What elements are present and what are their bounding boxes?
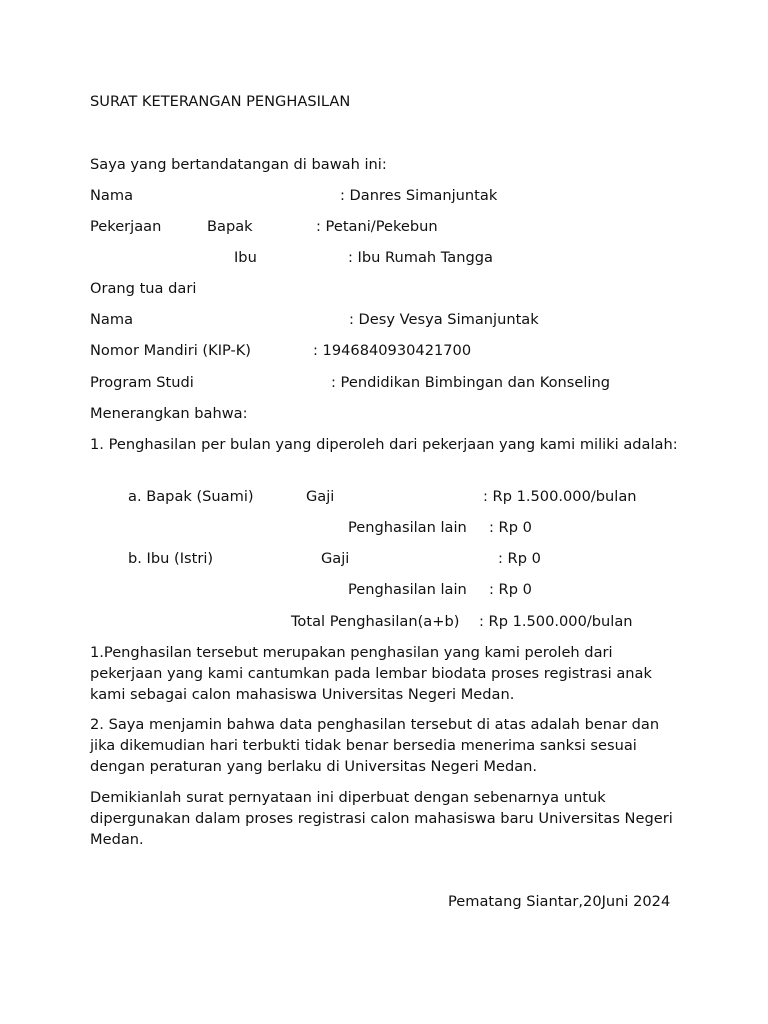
total-income-label: Total Penghasilan(a+b) xyxy=(291,613,460,630)
parent-name-value: : Danres Simanjuntak xyxy=(340,187,498,204)
father-income-label: a. Bapak (Suami) xyxy=(128,488,254,505)
father-other-value: : Rp 0 xyxy=(489,519,532,536)
father-salary-label: Gaji xyxy=(306,488,335,505)
mother-job-value: : Ibu Rumah Tangga xyxy=(348,249,493,266)
father-job-label: Bapak xyxy=(207,218,253,235)
mother-salary-label: Gaji xyxy=(321,550,350,567)
kip-value: : 1946840930421700 xyxy=(313,342,472,359)
total-income-value: : Rp 1.500.000/bulan xyxy=(479,613,633,630)
child-name-label: Nama xyxy=(90,311,134,328)
mother-other-label: Penghasilan lain xyxy=(348,581,467,598)
closing-paragraph: Demikianlah surat pernyataan ini diperbuat dengan sebenarnya untuk dipergunakan dalam proses registrasi calon mahasiswa baru Universitas Negeri Medan. xyxy=(90,789,673,848)
document-title: SURAT KETERANGAN PENGHASILAN xyxy=(90,93,351,110)
mother-other-value: : Rp 0 xyxy=(489,581,532,598)
explain-heading: Menerangkan bahwa: xyxy=(90,405,248,422)
statement-2: 2. Saya menjamin bahwa data penghasilan tersebut di atas adalah benar dan jika dikemudian hari terbukti tidak benar bersedia menerima sanksi sesuai dengan peraturan yang berlaku di Universitas Negeri Medan. xyxy=(90,716,660,775)
income-intro: 1. Penghasilan per bulan yang diperoleh dari pekerjaan yang kami miliki adalah: xyxy=(90,436,678,453)
kip-label: Nomor Mandiri (KIP-K) xyxy=(90,342,252,359)
mother-job-label: Ibu xyxy=(234,249,257,266)
mother-income-label: b. Ibu (Istri) xyxy=(128,550,214,567)
program-label: Program Studi xyxy=(90,374,194,391)
father-job-value: : Petani/Pekebun xyxy=(316,218,438,235)
father-other-label: Penghasilan lain xyxy=(348,519,467,536)
place-date: Pematang Siantar,20Juni 2024 xyxy=(448,893,671,910)
job-label: Pekerjaan xyxy=(90,218,162,235)
program-value: : Pendidikan Bimbingan dan Konseling xyxy=(331,374,610,391)
intro-text: Saya yang bertandatangan di bawah ini: xyxy=(90,156,387,173)
father-salary-value: : Rp 1.500.000/bulan xyxy=(483,488,637,505)
child-name-value: : Desy Vesya Simanjuntak xyxy=(349,311,539,328)
statement-1: 1.Penghasilan tersebut merupakan penghasilan yang kami peroleh dari pekerjaan yang kami cantumkan pada lembar biodata proses registrasi anak kami sebagai calon mahasiswa Universitas Negeri Medan. xyxy=(90,644,652,703)
parent-name-label: Nama xyxy=(90,187,134,204)
mother-salary-value: : Rp 0 xyxy=(498,550,541,567)
child-heading: Orang tua dari xyxy=(90,280,197,297)
